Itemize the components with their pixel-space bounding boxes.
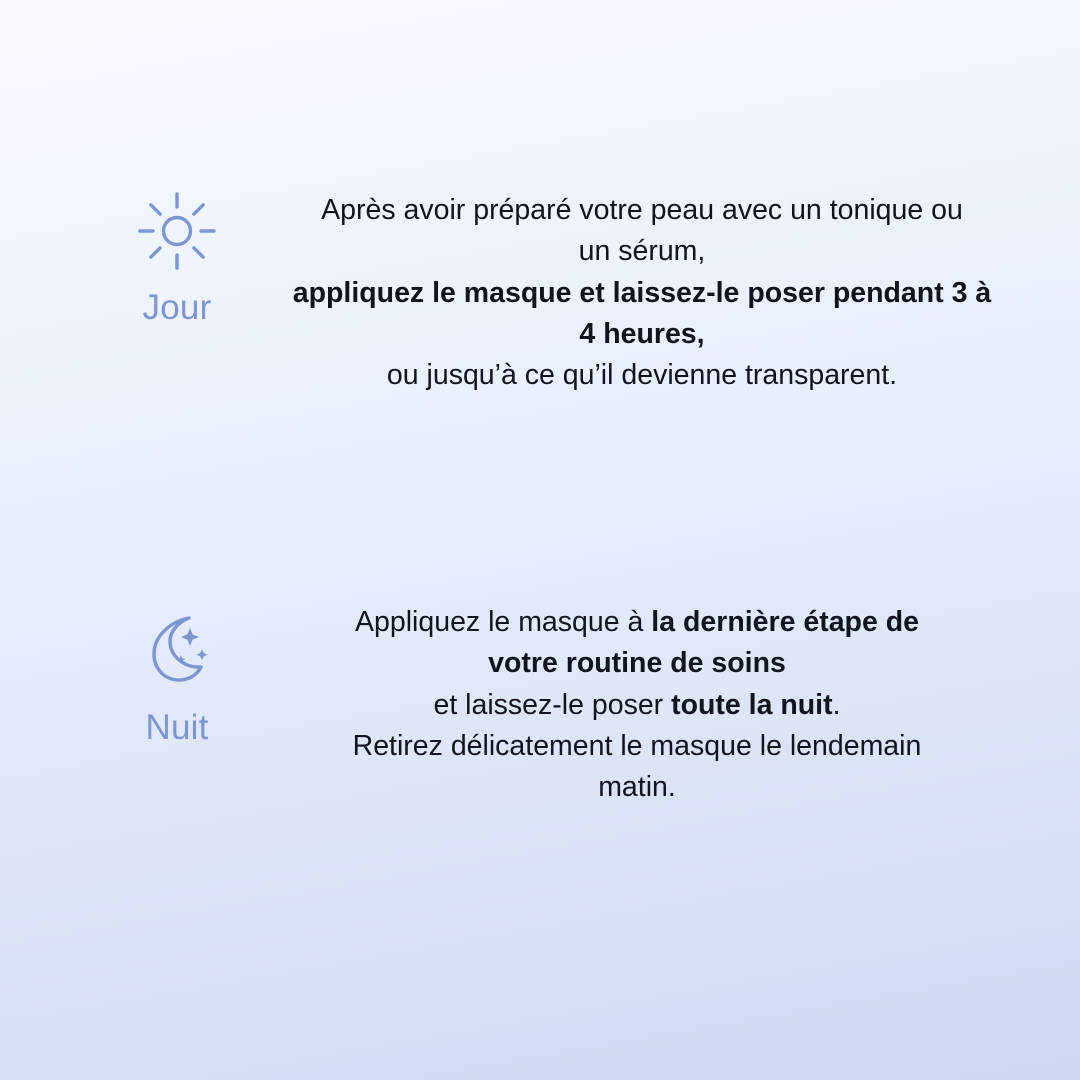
night-label: Nuit [145,708,209,747]
text-line: votre routine de soins [488,647,786,680]
text-line: matin. [598,771,676,804]
text-line: et laissez-le poser toute la nuit. [433,688,841,721]
day-text [272,178,1012,397]
night-icon-block [82,596,272,748]
text-line: Après avoir préparé votre peau avec un tonique ou [321,194,963,226]
text-line: Retirez délicatement le masque le lendemain [352,729,922,762]
moon-stars-icon [134,606,220,692]
day-icon-block [82,178,272,328]
text-line: 4 heures, [579,317,705,350]
day-label: Jour [142,288,212,327]
text-line: Appliquez le masque à la dernière étape de [355,606,919,638]
sun-icon [134,188,220,274]
text-line: un sérum, [578,235,706,268]
section-day [82,178,1012,397]
night-text [272,596,1012,809]
text-line: ou jusqu’à ce qu’il devienne transparent. [386,359,898,392]
text-line: appliquez le masque et laissez-le poser pendant 3 à [292,276,992,309]
section-night [82,596,1012,809]
